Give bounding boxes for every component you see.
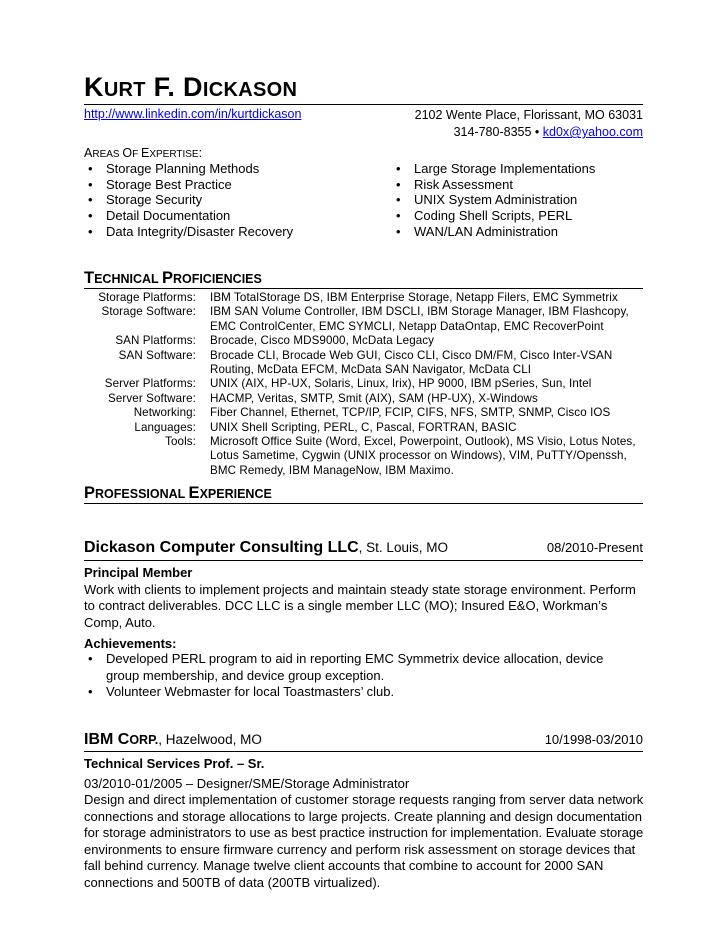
company-name: Dickason Computer Consulting LLC xyxy=(84,539,359,556)
job-rule xyxy=(84,751,643,752)
contact-info xyxy=(415,107,643,141)
header-rule xyxy=(84,104,643,105)
tech-row: SAN Software: Brocade CLI, Brocade Web GUI, Cisco CLI, Cisco DM/FM, Cisco Inter-VSAN Routing, McData EFCM, McData SAN Navigator, McData CLI xyxy=(118,348,613,377)
job-role: Principal Member xyxy=(84,565,193,580)
list-item: • Storage Planning Methods xyxy=(84,161,293,177)
experience-rule xyxy=(84,503,643,504)
job-description: Work with clients to implement projects and maintain steady state storage environment. Perform to contract deliverables. DCC LLC is a single member LLC (MO); Insured E&O, Workman’s Comp, Auto. xyxy=(84,581,636,630)
list-item: • Detail Documentation xyxy=(84,208,293,224)
company-location: , St. Louis, MO xyxy=(358,540,448,555)
company-location: , Hazelwood, MO xyxy=(158,732,262,747)
professional-experience-heading: PROFESSIONAL EXPERIENCE xyxy=(84,484,272,502)
linkedin-link[interactable]: http://www.linkedin.com/in/kurtdickason xyxy=(84,107,302,121)
job-header-dcc xyxy=(84,539,643,557)
job-role: Technical Services Prof. – Sr. xyxy=(84,756,265,771)
technical-table xyxy=(84,291,644,478)
achievements-list xyxy=(84,651,640,701)
job-dates: 10/1998-03/2010 xyxy=(544,732,643,747)
list-item: • Large Storage Implementations xyxy=(392,161,595,177)
list-item: • Coding Shell Scripts, PERL xyxy=(392,208,595,224)
technical-proficiencies-heading: TECHNICAL PROFICIENCIES xyxy=(84,269,262,287)
phone-number: 314-780-8355 • xyxy=(453,125,543,139)
job-description: Design and direct implementation of customer storage requests ranging from server data network connections and storage allocations to large projects. Create planning and design documentation for storage administrators to use as best practice instruction for implementation. Evaluate storage environments to ensure firmware currency and perform risk assessment on storage devices that fall behind currency. Manage twelve client accounts that combine to account for 2000 SAN connections and 500TB of data (200TB virtualized). xyxy=(84,792,644,890)
achievements-label: Achievements: xyxy=(84,636,177,651)
technical-rule xyxy=(84,288,643,289)
tech-row: Languages: UNIX Shell Scripting, PERL, C, Pascal, FORTRAN, BASIC xyxy=(134,420,517,434)
list-item: • Storage Best Practice xyxy=(84,177,293,193)
job-rule xyxy=(84,560,643,561)
list-item: • Storage Security xyxy=(84,192,293,208)
email-link[interactable]: kd0x@yahoo.com xyxy=(542,125,643,139)
address-line: 2102 Wente Place, Florissant, MO 63031 xyxy=(414,108,643,122)
list-item: • Data Integrity/Disaster Recovery xyxy=(84,224,293,240)
tech-row: Server Software: HACMP, Veritas, SMTP, Smit (AIX), SAM (HP-UX), X-Windows xyxy=(108,391,538,405)
list-item: • Developed PERL program to aid in reporting EMC Symmetrix device allocation, device group membership, and device group exception. xyxy=(84,651,640,684)
phone-email-line xyxy=(415,124,643,141)
list-item: • UNIX System Administration xyxy=(392,192,595,208)
areas-of-expertise-heading: AREAS OF EXPERTISE: xyxy=(84,146,203,160)
company-name: IBM CORP. xyxy=(84,731,159,748)
job-dates: 08/2010-Present xyxy=(546,540,643,555)
tech-row: Server Platforms: UNIX (AIX, HP-UX, Solaris, Linux, Irix), HP 9000, IBM pSeries, Sun, Intel xyxy=(104,377,592,391)
expertise-list-right xyxy=(392,161,595,240)
candidate-name: KURT F. DICKASON xyxy=(84,72,298,102)
tech-row: Tools: Microsoft Office Suite (Word, Excel, Powerpoint, Outlook), MS Visio, Lotus Notes, Lotus Sametime, Cygwin (UNIX processor on Windows), VIM, PuTTY/Openssh, BMC Remedy, IBM ManageNow, IBM Maximo. xyxy=(165,435,636,477)
list-item: • Volunteer Webmaster for local Toastmasters’ club. xyxy=(84,684,640,701)
job1-details xyxy=(84,565,648,653)
job2-details xyxy=(84,756,648,891)
tech-row: Networking: Fiber Channel, Ethernet, TCP/IP, FCIP, CIFS, NFS, SMTP, SNMP, Cisco IOS xyxy=(133,406,611,420)
tech-row: Storage Software: IBM SAN Volume Controller, IBM DSCLI, IBM Storage Manager, IBM Flashcopy, EMC ControlCenter, EMC SYMCLI, Netapp DataOntap, EMC RecoverPoint xyxy=(101,305,629,333)
job-subrole: 03/2010-01/2005 – Designer/SME/Storage Administrator xyxy=(84,775,410,791)
tech-row: Storage Platforms: IBM TotalStorage DS, IBM Enterprise Storage, Netapp Filers, EMC Symmetrix xyxy=(98,291,618,304)
expertise-list-left xyxy=(84,161,293,240)
list-item: • Risk Assessment xyxy=(392,177,595,193)
list-item: • WAN/LAN Administration xyxy=(392,224,595,240)
job-header-ibm xyxy=(84,731,643,749)
tech-row: SAN Platforms: Brocade, Cisco MDS9000, McData Legacy xyxy=(115,334,435,348)
